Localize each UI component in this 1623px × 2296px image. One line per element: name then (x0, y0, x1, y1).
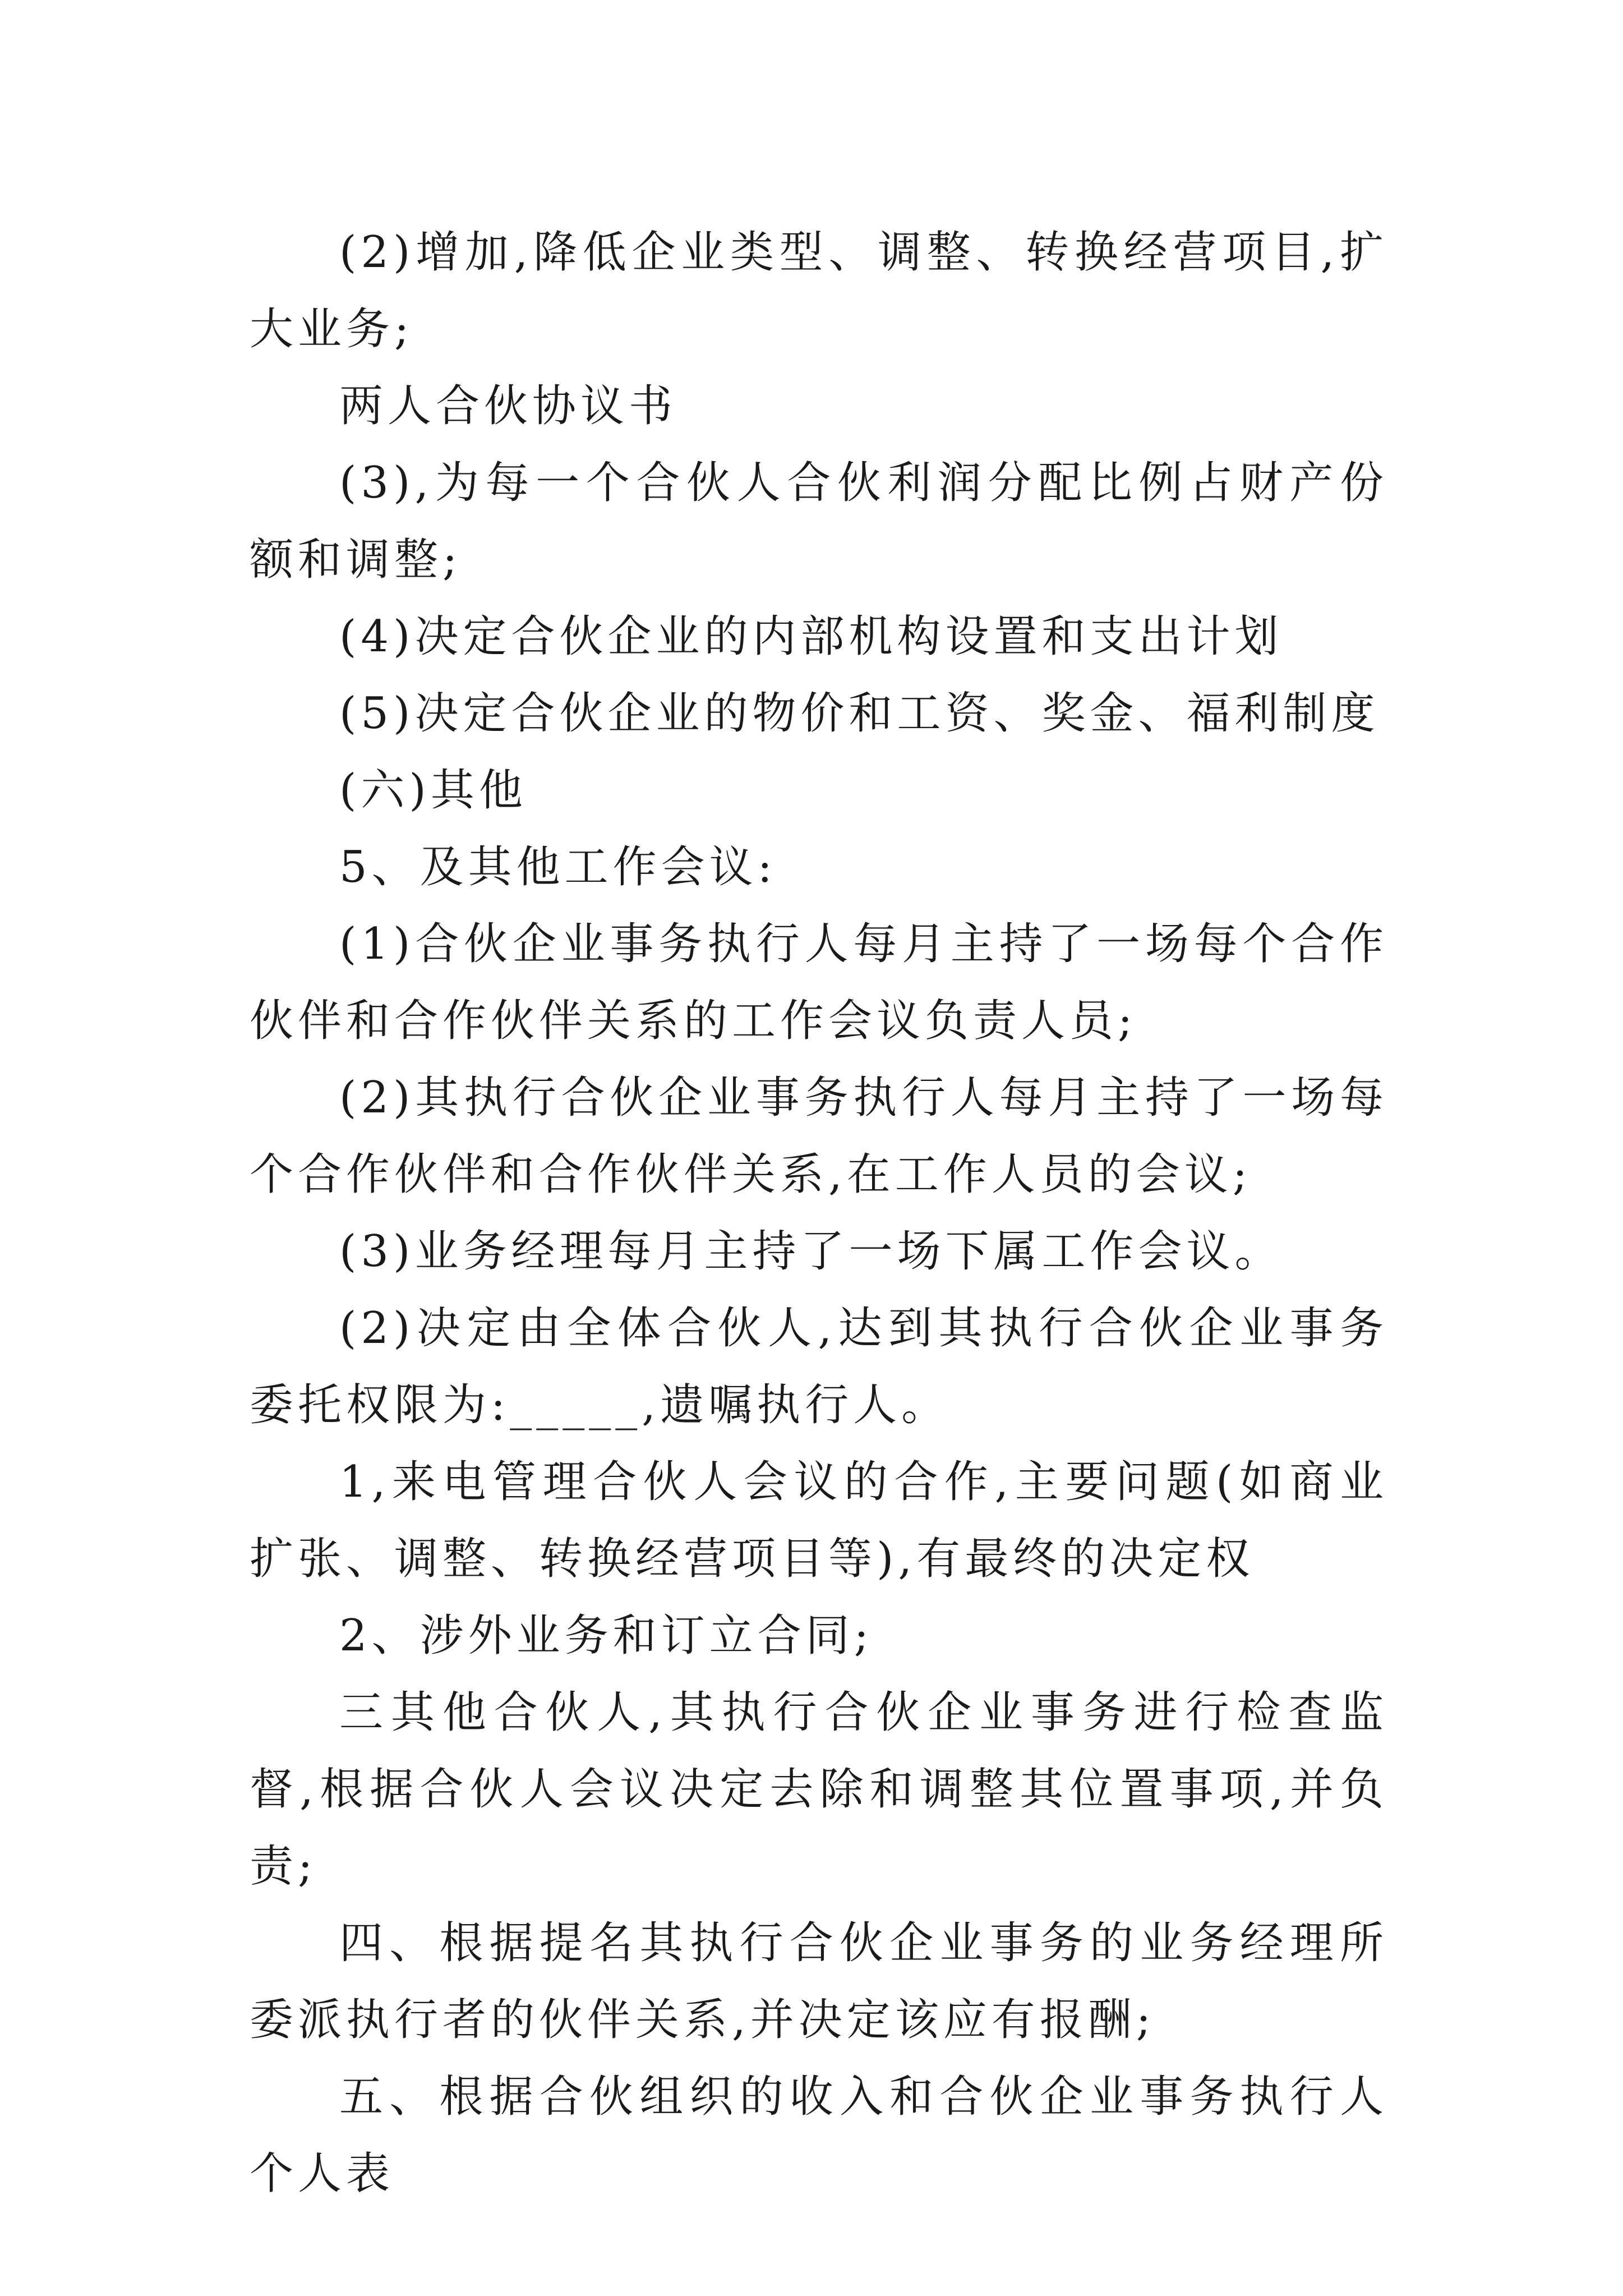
paragraph: (3),为每一个合伙人合伙利润分配比例占财产份额和调整; (250, 458, 1388, 585)
paragraph: 五、根据合伙组织的收入和合伙企业事务执行人个人表 (250, 2072, 1388, 2199)
paragraph: 2、涉外业务和订立合同; (339, 1611, 873, 1661)
paragraph: 5、及其他工作会议: (339, 842, 777, 892)
paragraph: 两人合伙协议书 (339, 381, 677, 431)
paragraph: 三其他合伙人,其执行合伙企业事务进行检查监督,根据合伙人会议决定去除和调整其位置事项,并负责; (250, 1687, 1388, 1892)
paragraph: (2)增加,降低企业类型、调整、转换经营项目,扩大业务; (250, 227, 1388, 355)
paragraph: (2)其执行合伙企业事务执行人每月主持了一场每个合作伙伴和合作伙伴关系,在工作人员的会议; (250, 1073, 1388, 1200)
paragraph: (1)合伙企业事务执行人每月主持了一场每个合作伙伴和合作伙伴关系的工作会议负责人员; (250, 919, 1388, 1046)
paragraph: (4)决定合伙企业的内部机构设置和支出计划 (339, 611, 1283, 662)
document-body (250, 214, 1388, 2212)
paragraph: 四、根据提名其执行合伙企业事务的业务经理所委派执行者的伙伴关系,并决定该应有报酬; (250, 1918, 1388, 2045)
paragraph: (3)业务经理每月主持了一场下属工作会议。 (339, 1226, 1283, 1277)
paragraph: (六)其他 (339, 765, 527, 816)
paragraph: (5)决定合伙企业的物价和工资、奖金、福利制度 (339, 688, 1380, 739)
paragraph: (2)决定由全体合伙人,达到其执行合伙企业事务委托权限为:_____,遗嘱执行人。 (250, 1303, 1388, 1430)
paragraph: 1,来电管理合伙人会议的合作,主要问题(如商业扩张、调整、转换经营项目等),有最终的决定权 (250, 1457, 1388, 1584)
